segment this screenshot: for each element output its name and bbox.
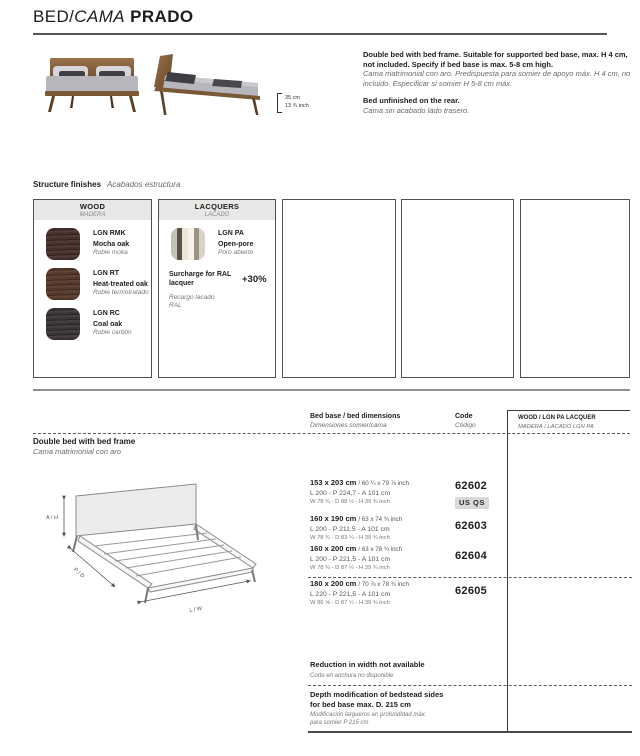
swatch-code: LGN RT [93, 270, 120, 277]
wood-swatch-row-rt [46, 268, 151, 300]
product-code: 62605 [455, 585, 488, 597]
surcharge-label-en: Surcharge for RAL lacquer [169, 271, 232, 287]
note-es-line2: para somier P 215 cm [310, 720, 369, 726]
title-divider [33, 33, 607, 35]
column-header-code-en: Code [455, 413, 473, 420]
note-en: Reduction in width not available [310, 660, 425, 669]
surcharge-value: +30% [242, 274, 267, 285]
size-inch: / 70 ⅞ x 78 ¾ inch [358, 581, 409, 588]
bed-technical-drawing [44, 478, 266, 618]
product-code: 62603 [455, 520, 488, 532]
height-dimension-marker [277, 93, 309, 113]
wood-header-en: WOOD [79, 202, 106, 211]
description-es-2: Cama sin acabado lado trasero. [363, 105, 470, 115]
wood-finishes-box [33, 199, 152, 378]
diagram-height-label: A / H [46, 515, 58, 521]
header-dashed-divider [33, 433, 630, 434]
column-header-dimensions-es: Dimensiones somier/cama [310, 422, 387, 429]
bottom-divider [308, 731, 632, 733]
dims-inch: W 86 ⅝ - D 87 ¼ - H 39 ¾ inch [310, 600, 390, 606]
size-cm: 160 x 190 cm [310, 514, 357, 523]
note-es-line1: Modificación largueros en profundidad máx. [310, 712, 427, 718]
product-code: 62604 [455, 550, 488, 562]
size-inch: / 63 x 78 ¾ inch [358, 546, 403, 553]
lacquer-swatch-pa [171, 228, 205, 260]
swatch-name-en: Mocha oak [93, 241, 130, 248]
dimension-row [310, 515, 632, 542]
swatch-code: LGN RC [93, 310, 120, 317]
swatch-name-es: Poro abierto [218, 249, 254, 256]
note-en-line2: for bed base max. D. 215 cm [310, 699, 411, 709]
title-bed: BED/ [33, 7, 75, 26]
empty-finish-box-1 [282, 199, 396, 378]
bed-side-photo [144, 53, 266, 116]
height-inch-label: 13 ¾ inch [285, 103, 309, 109]
height-cm-label: 35 cm [285, 95, 300, 101]
note-depth-modification [310, 690, 443, 727]
size-cm: 180 x 200 cm [310, 579, 357, 588]
product-label-en: Double bed with bed frame [33, 437, 136, 446]
product-label-es: Cama matrimonial con aro [33, 447, 121, 456]
diagram-width-label: L / W [189, 605, 203, 615]
dims-cm: L 200 - P 211,5 - A 101 cm [310, 526, 390, 533]
swatch-name-en: Coal oak [93, 321, 123, 328]
bed-front-photo [42, 56, 142, 114]
lacquer-header-es: LACADO [204, 212, 230, 218]
dims-inch: W 78 ¾ - D 83 ¼ - H 39 ¾ inch [310, 535, 390, 541]
dimension-row [310, 545, 632, 572]
dimension-bracket [277, 93, 282, 113]
column-header-finish [518, 414, 628, 431]
dimension-row [310, 580, 632, 607]
swatch-code: LGN PA [218, 230, 244, 237]
column-header-dimensions-en: Bed base / bed dimensions [310, 413, 401, 420]
swatch-name-en: Open-pore [218, 241, 254, 248]
page-title [33, 7, 194, 27]
section-divider [33, 389, 630, 391]
wood-swatch-row-rmk [46, 228, 151, 260]
note-width-reduction [310, 660, 425, 680]
empty-finish-box-3 [520, 199, 630, 378]
ral-surcharge [169, 271, 271, 310]
empty-finish-box-2 [401, 199, 514, 378]
wood-header-es: MADERA [79, 212, 106, 218]
dims-cm: L 200 - P 224,7 - A 101 cm [310, 490, 391, 497]
column-header-code [455, 412, 476, 430]
row-dashed-divider [308, 577, 632, 578]
wood-box-header [34, 200, 151, 220]
lacquer-swatch-row [171, 228, 275, 260]
swatch-name-es: Roble carbón [93, 329, 132, 336]
lacquer-header-en: LACQUERS [194, 202, 240, 211]
dims-cm: L 200 - P 221,5 - A 101 cm [310, 556, 391, 563]
description-es-1: Cama matrimonial con aro. Predispuesta para somier de apoyo máx. H 4 cm, no incluido. Especificar si somier H 5-8 cm máx. [363, 69, 631, 88]
diagram-depth-label: P / D [72, 566, 86, 580]
dimension-row [310, 479, 632, 510]
lacquer-box-header [159, 200, 275, 220]
us-size-badge: US QS [455, 497, 489, 509]
product-code: 62602 [455, 480, 488, 492]
size-inch: / 63 x 74 ¾ inch [358, 516, 403, 523]
swatch-name-es: Roble moka [93, 249, 128, 256]
description-en-1: Double bed with bed frame. Suitable for supported bed base, max. H 4 cm, not included. Specify if bed base is max. 5-8 cm high. [363, 50, 628, 69]
note-es: Corte en anchura no disponible [310, 672, 394, 679]
finishes-heading-en: Structure finishes [33, 180, 102, 189]
column-header-code-es: Código [455, 422, 476, 429]
stripe [199, 228, 205, 260]
price-column-top-line [507, 410, 630, 411]
wood-swatch-rmk [46, 228, 80, 260]
swatch-name-en: Heat-treated oak [93, 281, 148, 288]
dims-cm: L 220 - P 221,5 - A 101 cm [310, 591, 391, 598]
column-header-dimensions [310, 412, 400, 430]
size-cm: 153 x 203 cm [310, 478, 357, 487]
finishes-heading-es: Acabados estructura [107, 180, 181, 189]
swatch-name-es: Roble termotratado [93, 289, 149, 296]
column-header-finish-es: MADERA / LACADO LGN PA [518, 423, 594, 430]
lacquer-finishes-box [158, 199, 276, 378]
dims-inch: W 78 ¾ - D 87 ¼ - H 39 ¾ inch [310, 565, 390, 571]
column-header-finish-en: WOOD / LGN PA LACQUER [518, 415, 596, 421]
size-inch: / 60 ¼ x 79 ⅞ inch [358, 480, 409, 487]
product-description [363, 50, 631, 115]
swatch-code: LGN RMK [93, 230, 126, 237]
surcharge-label-es: Recargo lacado RAL [169, 294, 215, 309]
finishes-heading [33, 180, 180, 189]
size-cm: 160 x 200 cm [310, 544, 357, 553]
dims-inch: W 78 ¾ - D 88 ½ - H 39 ¾ inch [310, 499, 390, 505]
note-en-line1: Depth modification of bedstead sides [310, 690, 444, 699]
wood-swatch-rc [46, 308, 80, 340]
notes-dashed-divider [308, 685, 632, 686]
description-en-2: Bed unfinished on the rear. [363, 96, 460, 105]
wood-swatch-row-rc [46, 308, 151, 340]
product-row-label [33, 437, 135, 456]
title-product-name: PRADO [125, 7, 194, 26]
wood-swatch-rt [46, 268, 80, 300]
title-cama: CAMA [74, 7, 125, 26]
